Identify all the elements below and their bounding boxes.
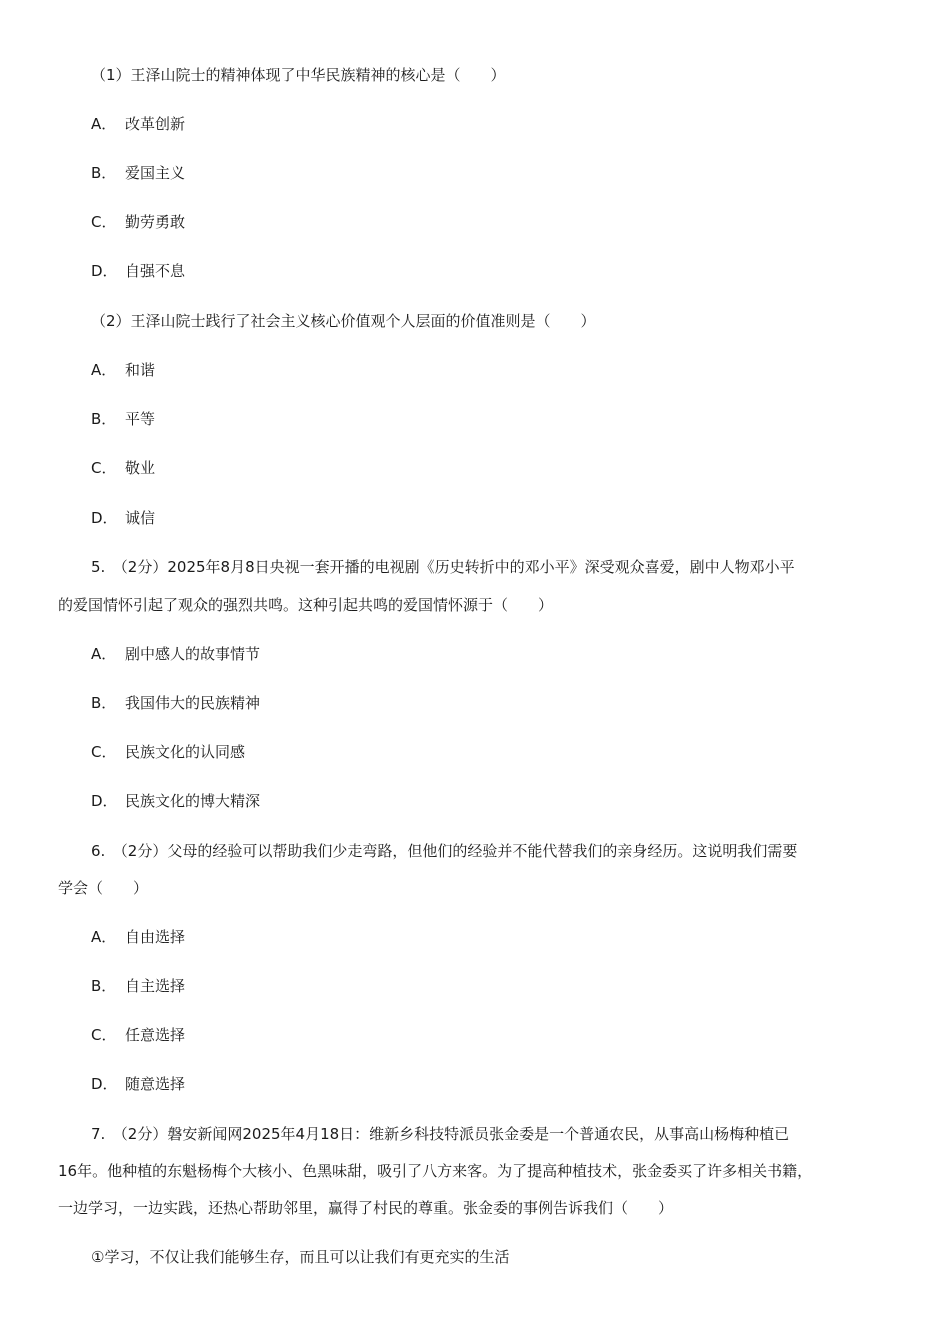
question-6: 6. （2分）父母的经验可以帮助我们少走弯路，但他们的经验并不能代替我们的亲身经历。这说明我们需要	[91, 842, 798, 860]
option-text: 自由选择	[125, 928, 186, 946]
question-7: 7. （2分）磐安新闻网2025年4月18日：维新乡科技特派员张金委是一个普通农民，从事高山杨梅种植已	[91, 1125, 790, 1143]
option-letter: D．	[91, 509, 118, 527]
option-d	[91, 261, 185, 281]
option-text: 自主选择	[125, 977, 186, 995]
option-text: 和谐	[125, 361, 156, 379]
option-text: 我国伟大的民族精神	[125, 694, 261, 712]
option-text: 民族文化的博大精深	[125, 792, 261, 810]
option-text: 改革创新	[125, 115, 186, 133]
option-letter: A．	[91, 115, 117, 133]
option-letter: B．	[91, 164, 117, 182]
question-6-continued: 学会（ ）	[58, 879, 149, 897]
option-letter: D．	[91, 792, 118, 810]
option-b	[91, 693, 260, 713]
option-text: 诚信	[125, 509, 156, 527]
option-d	[91, 1074, 185, 1094]
question-7-continued: 一边学习，一边实践，还热心帮助邻里，赢得了村民的尊重。张金委的事例告诉我们（ ）	[58, 1199, 674, 1217]
option-letter: B．	[91, 410, 117, 428]
sub-question-2: （2）王泽山院士践行了社会主义核心价值观个人层面的价值准则是（ ）	[91, 312, 596, 330]
option-a	[91, 360, 155, 380]
option-letter: C．	[91, 743, 117, 761]
option-b	[91, 409, 155, 429]
option-text: 平等	[125, 410, 156, 428]
option-letter: B．	[91, 977, 117, 995]
question-5-continued: 的爱国情怀引起了观众的强烈共鸣。这种引起共鸣的爱国情怀源于（ ）	[58, 596, 554, 614]
option-c	[91, 212, 185, 232]
option-a	[91, 927, 185, 947]
option-letter: A．	[91, 645, 117, 663]
question-5: 5. （2分）2025年8月8日央视一套开播的电视剧《历史转折中的邓小平》深受观众喜爱，剧中人物邓小平	[91, 558, 795, 576]
option-letter: C．	[91, 459, 117, 477]
option-a	[91, 644, 260, 664]
option-letter: A．	[91, 361, 117, 379]
option-c	[91, 742, 245, 762]
option-letter: B．	[91, 694, 117, 712]
option-letter: C．	[91, 1026, 117, 1044]
option-a	[91, 114, 185, 134]
option-text: 民族文化的认同感	[125, 743, 246, 761]
statement-1: ①学习，不仅让我们能够生存，而且可以让我们有更充实的生活	[91, 1248, 510, 1266]
option-letter: C．	[91, 213, 117, 231]
question-7-continued: 16年。他种植的东魁杨梅个大核小、色黑味甜，吸引了八方来客。为了提高种植技术，张金委买了许多相关书籍，	[58, 1162, 813, 1180]
option-text: 任意选择	[125, 1026, 186, 1044]
option-c	[91, 1025, 185, 1045]
option-text: 敬业	[125, 459, 156, 477]
sub-question-1: （1）王泽山院士的精神体现了中华民族精神的核心是（ ）	[91, 66, 506, 84]
option-letter: D．	[91, 262, 118, 280]
option-b	[91, 976, 185, 996]
option-letter: A．	[91, 928, 117, 946]
option-b	[91, 163, 185, 183]
option-letter: D．	[91, 1075, 118, 1093]
option-text: 随意选择	[125, 1075, 186, 1093]
option-c	[91, 458, 155, 478]
option-d	[91, 508, 155, 528]
option-text: 自强不息	[125, 262, 186, 280]
option-d	[91, 791, 260, 811]
option-text: 勤劳勇敢	[125, 213, 186, 231]
option-text: 剧中感人的故事情节	[125, 645, 261, 663]
option-text: 爱国主义	[125, 164, 186, 182]
